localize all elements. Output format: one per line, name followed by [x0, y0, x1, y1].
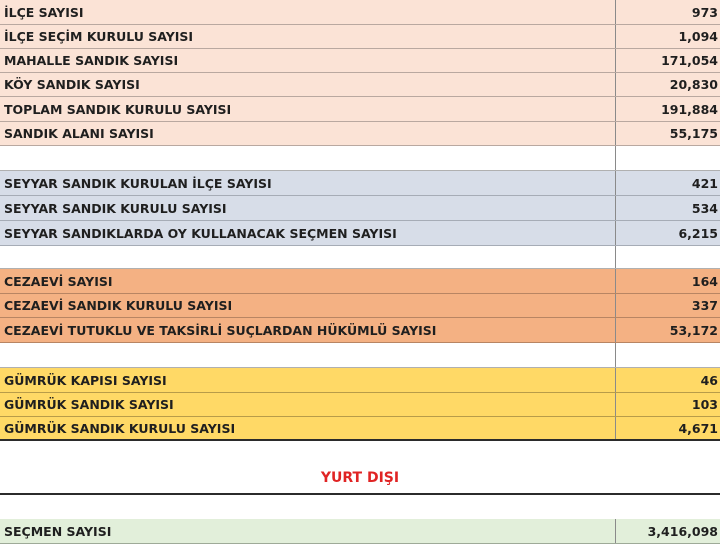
empty-cell [0, 146, 616, 170]
row-label: GÜMRÜK SANDIK KURULU SAYISI [0, 417, 616, 439]
row-label: KÖY SANDIK SAYISI [0, 73, 616, 96]
row-value: 46 [700, 372, 718, 388]
table-row [0, 49, 720, 73]
spacer-row [0, 146, 720, 171]
row-value: 337 [691, 298, 718, 313]
row-value: 534 [691, 200, 718, 216]
table-row [0, 221, 720, 246]
row-label: SEYYAR SANDIK KURULAN İLÇE SAYISI [0, 171, 616, 195]
table-row [0, 294, 720, 318]
row-label: SEYYAR SANDIK KURULU SAYISI [0, 196, 616, 220]
row-label: SEÇMEN SAYISI [0, 519, 616, 543]
spacer-row [0, 343, 720, 368]
row-value: 171,054 [661, 53, 718, 68]
row-value: 164 [691, 273, 718, 289]
spacer-row [0, 246, 720, 269]
table-row [0, 519, 720, 544]
row-value: 6,215 [678, 225, 718, 241]
row-value: 4,671 [678, 420, 718, 436]
row-value: 20,830 [669, 77, 718, 92]
table-row [0, 73, 720, 97]
section-divider [0, 439, 720, 441]
row-value: 421 [691, 175, 718, 191]
row-label: GÜMRÜK KAPISI SAYISI [0, 368, 616, 392]
table-row [0, 122, 720, 146]
row-label: İLÇE SAYISI [0, 0, 616, 24]
empty-cell [0, 343, 616, 367]
row-label: GÜMRÜK SANDIK SAYISI [0, 393, 616, 416]
row-value: 55,175 [669, 126, 718, 141]
table-row [0, 97, 720, 122]
row-value: 191,884 [661, 101, 718, 117]
section-heading: YURT DIŞI [320, 470, 400, 486]
row-value: 53,172 [669, 322, 718, 338]
row-value: 1,094 [678, 29, 718, 44]
table-row [0, 318, 720, 343]
row-label: CEZAEVİ SANDIK KURULU SAYISI [0, 294, 616, 317]
row-label: İLÇE SEÇİM KURULU SAYISI [0, 25, 616, 48]
row-label: TOPLAM SANDIK KURULU SAYISI [0, 97, 616, 121]
row-label: CEZAEVİ SAYISI [0, 269, 616, 293]
table-row [0, 368, 720, 393]
section-divider [0, 493, 720, 495]
row-label: CEZAEVİ TUTUKLU VE TAKSİRLİ SUÇLARDAN HÜKÜMLÜ SAYISI [0, 318, 616, 342]
table-row [0, 25, 720, 49]
row-value: 103 [691, 397, 718, 412]
table-row [0, 171, 720, 196]
row-label: SEYYAR SANDIKLARDA OY KULLANACAK SEÇMEN SAYISI [0, 221, 616, 245]
row-label: SANDIK ALANI SAYISI [0, 122, 616, 145]
table-row [0, 393, 720, 417]
table-row [0, 269, 720, 294]
row-label: MAHALLE SANDIK SAYISI [0, 49, 616, 72]
row-value: 3,416,098 [647, 523, 718, 539]
table-row [0, 196, 720, 221]
empty-cell [0, 246, 616, 268]
table-row [0, 0, 720, 25]
row-value: 973 [691, 4, 718, 20]
table-row [0, 417, 720, 440]
